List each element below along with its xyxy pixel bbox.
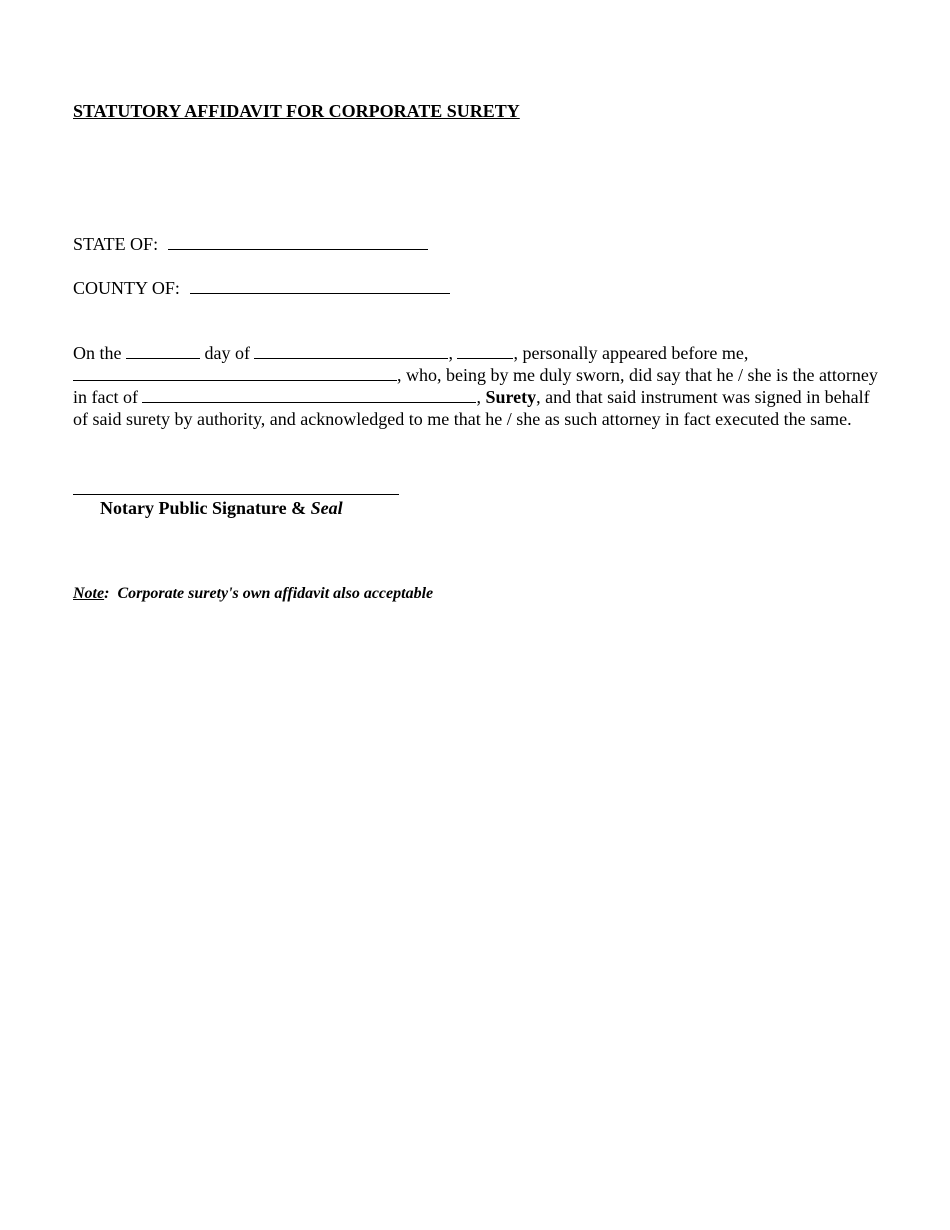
document-title: STATUTORY AFFIDAVIT FOR CORPORATE SURETY xyxy=(73,101,520,121)
affidavit-paragraph xyxy=(73,342,903,430)
county-field xyxy=(73,277,450,299)
signature-line[interactable] xyxy=(73,494,399,495)
paragraph-text: , who, being by me duly sworn, did say that he / she is the attorney xyxy=(397,365,878,385)
paragraph-line xyxy=(73,364,903,386)
state-blank-line[interactable] xyxy=(168,233,428,250)
paragraph-text: day of xyxy=(200,343,255,363)
seal-label: Seal xyxy=(310,498,343,518)
note-colon: : xyxy=(104,585,110,602)
paragraph-line xyxy=(73,342,903,364)
county-label: COUNTY OF: xyxy=(73,278,180,298)
paragraph-text: , xyxy=(476,387,486,407)
month-blank-line[interactable] xyxy=(254,343,448,359)
day-blank-line[interactable] xyxy=(126,343,200,359)
year-blank-line[interactable] xyxy=(457,343,513,359)
signature-label-text: Notary Public Signature & xyxy=(100,498,311,518)
surety-name-blank-line[interactable] xyxy=(142,387,476,403)
state-field xyxy=(73,233,428,255)
paragraph-text: , personally appeared before me, xyxy=(513,343,749,363)
note xyxy=(73,585,433,603)
note-text: Corporate surety's own affidavit also acceptable xyxy=(109,585,434,602)
paragraph-text: in fact of xyxy=(73,387,143,407)
paragraph-line xyxy=(73,386,903,408)
attorney-name-blank-line[interactable] xyxy=(73,365,397,381)
note-label: Note xyxy=(73,585,105,602)
paragraph-text: On the xyxy=(73,343,126,363)
county-blank-line[interactable] xyxy=(190,277,450,294)
signature-label xyxy=(100,498,343,519)
paragraph-line xyxy=(73,408,903,430)
paragraph-text: of said surety by authority, and acknowledged to me that he / she as such attorney in fact executed the same. xyxy=(73,409,852,429)
paragraph-text: , xyxy=(448,343,458,363)
state-label: STATE OF: xyxy=(73,234,159,254)
paragraph-text: , and that said instrument was signed in behalf xyxy=(536,387,870,407)
surety-word: Surety xyxy=(485,387,537,407)
